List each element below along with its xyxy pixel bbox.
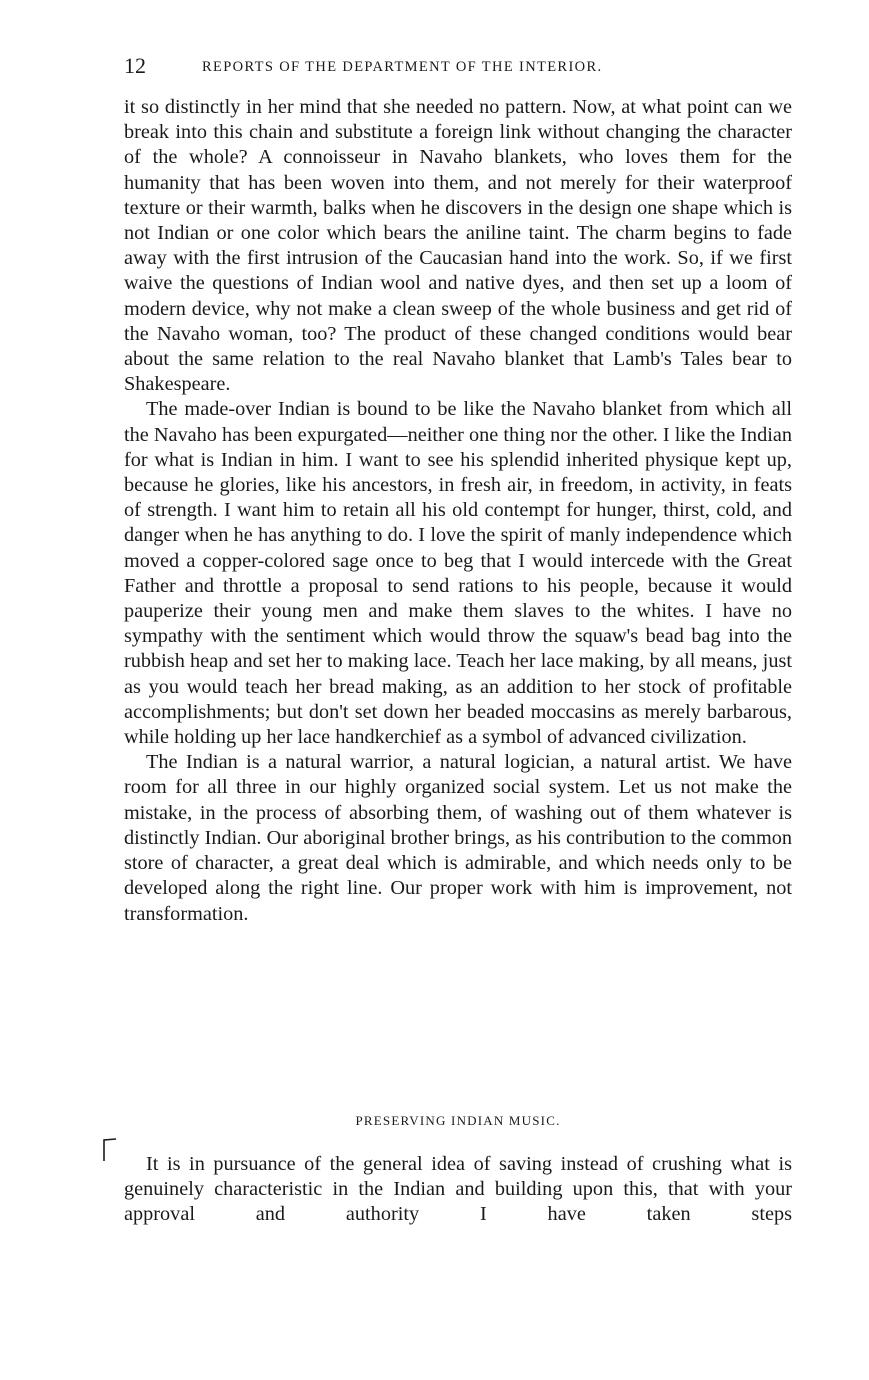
page-number: 12 [124,53,146,78]
section-heading: PRESERVING INDIAN MUSIC. [355,1113,561,1128]
running-head [124,52,792,80]
paragraph: The Indian is a natural warrior, a natural logician, a natural artist. We have room for all three in our highly organized social system. Let us not make the mistake, in the process of absorbing them, of washing out of them whatever is distinctly Indian. Our aboriginal brother brings, as his contribution to the common store of character, a great deal which is admirable, and which needs only to be developed along the right line. Our proper work with him is improvement, not transformation. [124,751,792,925]
paragraph: The made-over Indian is bound to be like the Navaho blanket from which all the Navaho has been expurgated—neither one thing nor the other. I like the Indian for what is Indian in him. I want to see his splendid inherited physique kept up, because he glories, like his ancestors, in fresh air, in freedom, in activity, in feats of strength. I want him to retain all his old contempt for hunger, thirst, cold, and danger when he has anything to do. I love the spirit of manly independence which moved a copper-colored sage once to beg that I would intercede with the Great Father and throttle a proposal to send rations to his people, because it would pauperize their young men and make them slaves to the whites. I have no sympathy with the sentiment which would throw the squaw's bead bag into the rubbish heap and set her to making lace. Teach her lace making, by all means, just as you would teach her bread making, as an addition to her stock of profitable accomplishments; but don't set down her beaded moccasins as merely barbarous, while holding up her lace handkerchief as a symbol of advanced civilization. [124,398,792,749]
body-text [124,95,792,927]
section-paragraph: It is in pursuance of the general idea of saving instead of crushing what is genuinely characteristic in the Indian and building upon this, that with your approval and authority I have taken steps [124,1153,792,1226]
running-title: REPORTS OF THE DEPARTMENT OF THE INTERIOR. [202,59,603,75]
paragraph-continued: it so distinctly in her mind that she needed no pattern. Now, at what point can we break into this chain and substitute a foreign link without changing the character of the whole? A connoisseur in Navaho blankets, who loves them for the humanity that has been woven into them, and not merely for their waterproof texture or their warmth, balks when he discovers in the design one shape which is not Indian or one color which bears the aniline taint. The charm begins to fade away with the first intrusion of the Caucasian hand into the work. So, if we first waive the questions of Indian wool and native dyes, and then set up a loom of modern device, why not make a clean sweep of the whole business and get rid of the Navaho woman, too? The product of these changed conditions would bear about the same relation to the real Navaho blanket that Lamb's Tales bear to Shakespeare. [124,96,792,396]
margin-bracket-mark [102,1137,118,1163]
